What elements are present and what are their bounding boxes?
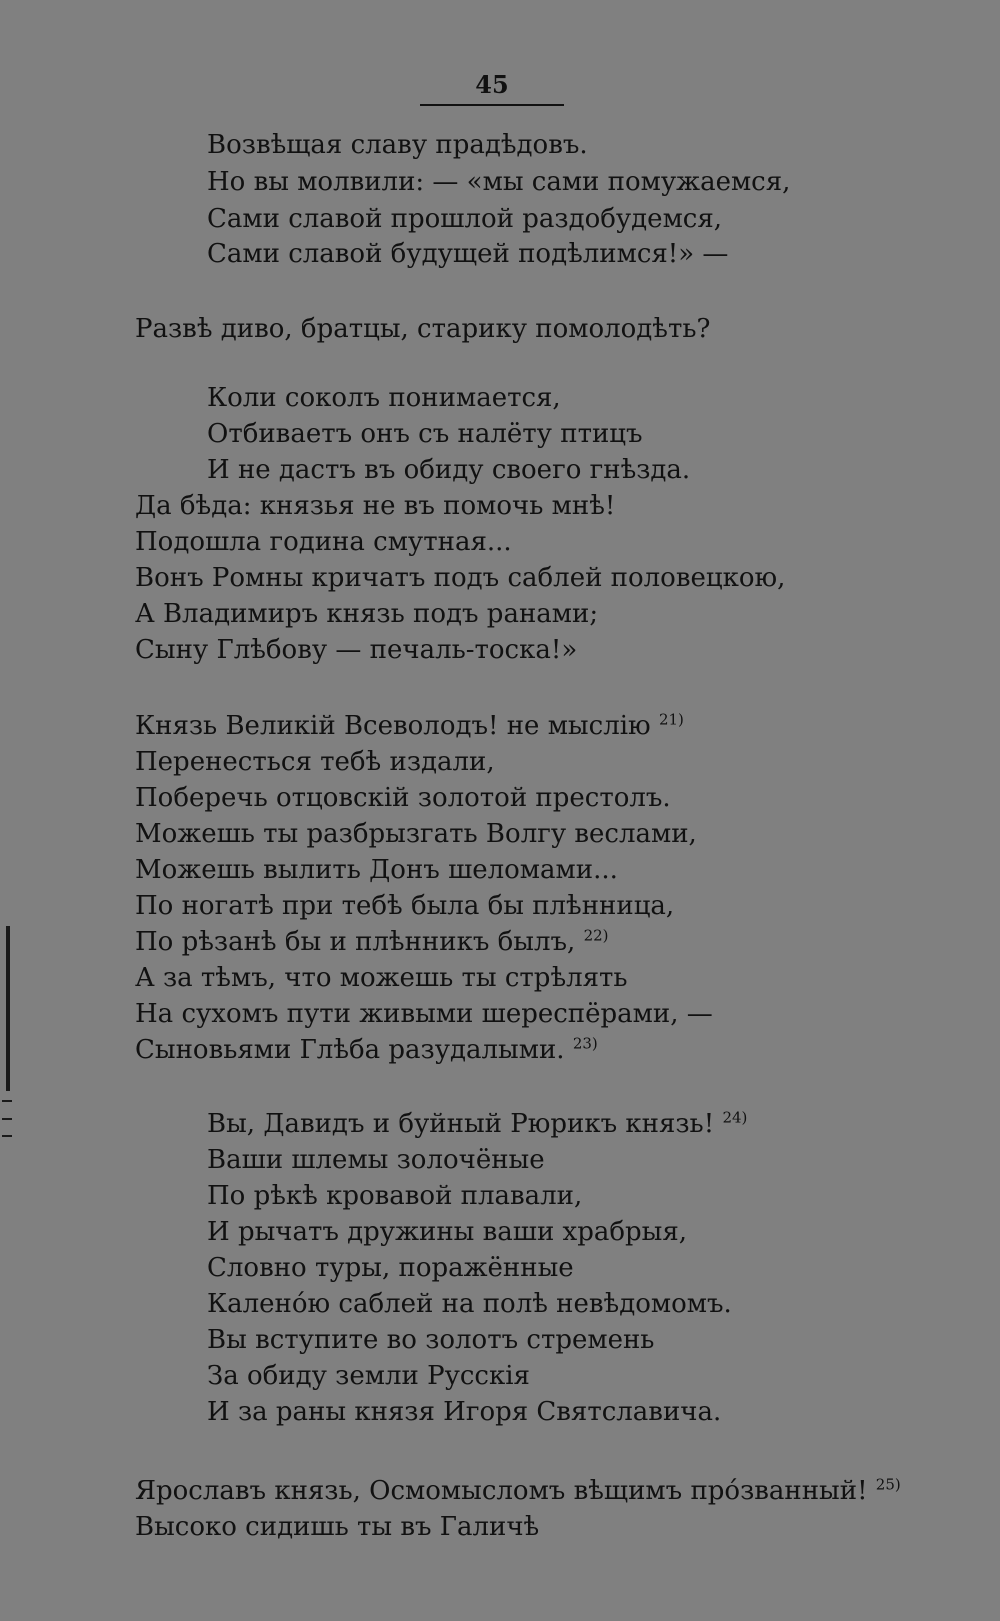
poem-line: И не дастъ въ обиду своего гнѣзда.	[207, 455, 691, 485]
poem-line: Поберечь отцовскій золотой престолъ.	[135, 783, 671, 813]
left-margin-bar	[6, 926, 10, 1091]
footnote-ref: 25)	[875, 1475, 901, 1494]
footnote-ref: 23)	[572, 1034, 598, 1053]
poem-line: И рычатъ дружины ваши храбрыя,	[207, 1217, 688, 1247]
left-margin-dash	[2, 1100, 12, 1102]
poem-line: Можешь ты разбрызгать Волгу веслами,	[135, 819, 697, 849]
poem-line: Высоко сидишь ты въ Галичѣ	[135, 1512, 540, 1542]
poem-line: По рѣзанѣ бы и плѣнникъ былъ, $^{22)}$	[135, 926, 609, 957]
poem-line: Перенестьcя тебѣ издали,	[135, 747, 495, 777]
poem-line: Каленóю саблей на полѣ невѣдомомъ.	[207, 1289, 732, 1319]
footnote-ref: 21)	[658, 710, 684, 729]
poem-line: Ярославъ князь, Осмомысломъ вѣщимъ прóзванный! $^{25)}$	[135, 1475, 901, 1506]
poem-line: Сыну Глѣбову — печаль-тоска!»	[135, 635, 578, 665]
poem-line: И за раны князя Игоря Святславича.	[207, 1397, 722, 1427]
page-number: 45	[475, 70, 509, 99]
poem-line: Словно туры, поражённые	[207, 1253, 574, 1283]
poem-line: Вы, Давидъ и буйный Рюрикъ князь! $^{24)}$	[207, 1108, 748, 1139]
poem-line: Коли соколъ понимается,	[207, 383, 561, 413]
poem-line: Сами славой прошлой раздобудемся,	[207, 204, 723, 234]
poem-line: Да бѣда: князья не въ помочь мнѣ!	[135, 491, 616, 521]
poem-line: Сыновьями Глѣба разудалыми. $^{23)}$	[135, 1034, 598, 1065]
poem-line: По рѣкѣ кровавой плавали,	[207, 1181, 583, 1211]
left-margin-dash	[2, 1118, 12, 1120]
poem-line: Ваши шлемы золочёные	[207, 1145, 545, 1175]
left-margin-dash	[2, 1135, 12, 1137]
poem-line: Вы вступите во золотъ стремень	[207, 1325, 655, 1355]
poem-line: Возвѣщая славу прадѣдовъ.	[207, 130, 588, 160]
poem-line: Но вы молвили: — «мы сами помужаемся,	[207, 167, 791, 197]
footnote-ref: 22)	[583, 926, 609, 945]
footnote-ref: 24)	[722, 1108, 748, 1127]
poem-line: А Владимиръ князь подъ ранами;	[135, 599, 599, 629]
poem-line: По ногатѣ при тебѣ была бы плѣнница,	[135, 891, 675, 921]
poem-line: Отбиваетъ онъ съ налёту птицъ	[207, 419, 643, 449]
poem-line: Подошла година смутная...	[135, 527, 512, 557]
poem-line: Сами славой будущей подѣлимся!» —	[207, 239, 729, 269]
poem-line: Князь Великій Всеволодъ! не мыслію $^{21)}$	[135, 710, 684, 741]
poem-line: Развѣ диво, братцы, старику помолодѣть?	[135, 314, 711, 344]
poem-line: Вонъ Ромны кричатъ подъ саблей половецкою,	[135, 563, 786, 593]
poem-line: За обиду земли Русскія	[207, 1361, 530, 1391]
page-number-rule	[420, 104, 564, 106]
poem-line: А за тѣмъ, что можешь ты стрѣлять	[135, 963, 628, 993]
poem-line: На сухомъ пути живыми шереспёрами, —	[135, 999, 713, 1029]
poem-line: Можешь вылить Донъ шеломами...	[135, 855, 618, 885]
